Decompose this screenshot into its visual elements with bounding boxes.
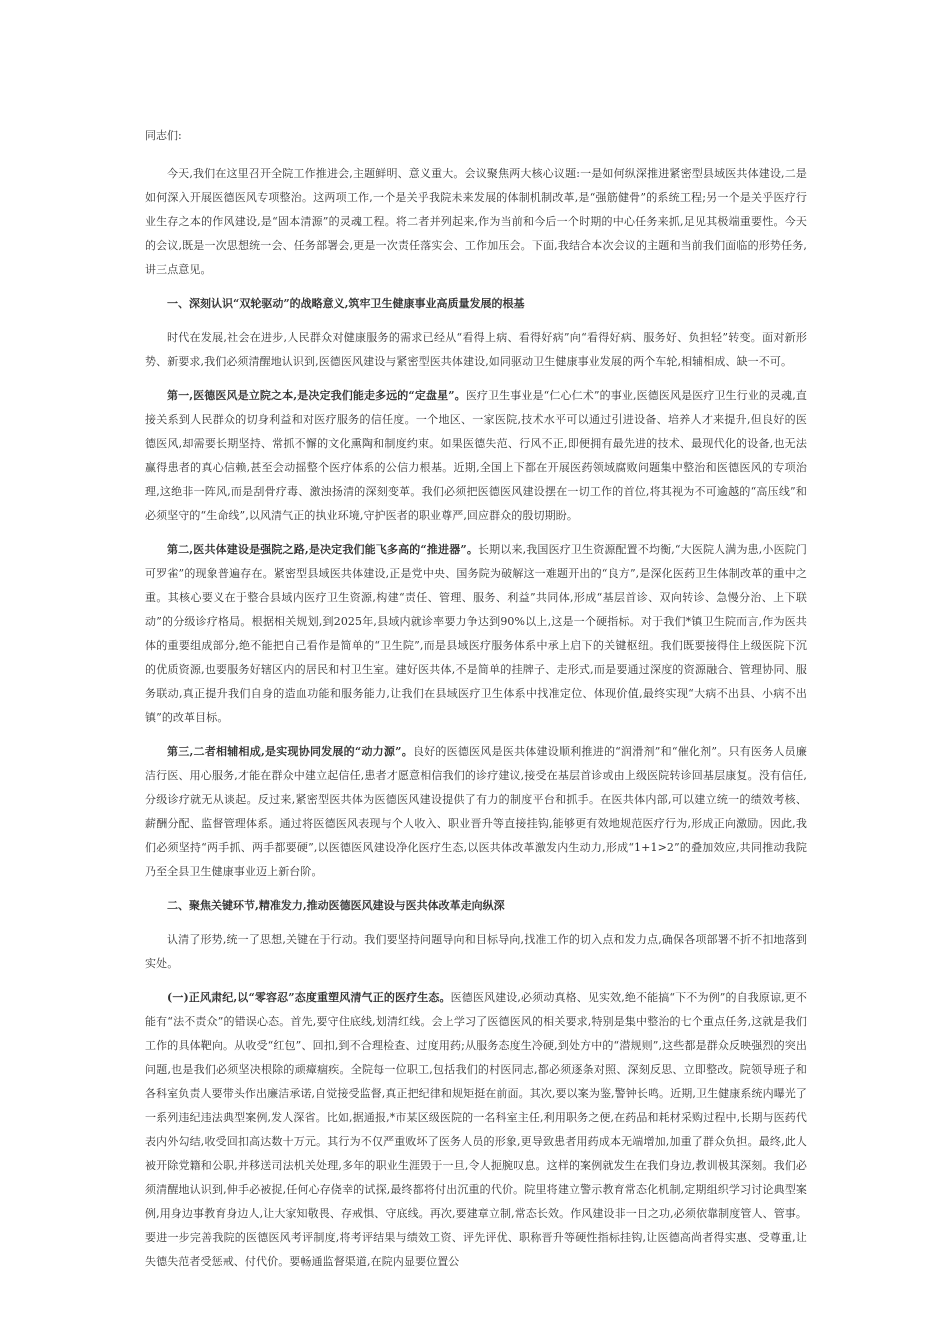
paragraph-lead: (一)正风肃纪,以“零容忍”态度重塑风清气正的医疗生态。 <box>167 991 451 1004</box>
paragraph-lead: 第一,医德医风是立院之本,是决定我们能走多远的“定盘星”。 <box>167 389 466 402</box>
paragraph-text: 时代在发展,社会在进步,人民群众对健康服务的需求已经从“看得上病、看得好病”向“看得好病、服务好、负担轻”转变。面对新形势、新要求,我们必须清醒地认识到,医德医风建设与紧密型医共体建设,如同驱动卫生健康事业发展的两个车轮,相辅相成、缺一不可。 <box>145 331 807 368</box>
paragraph-text: 医疗卫生事业是“仁心仁术”的事业,医德医风是医疗卫生行业的灵魂,直接关系到人民群众的切身利益和对医疗服务的信任度。一个地区、一家医院,技术水平可以通过引进设备、培养人才来提升,但良好的医德医风,却需要长期坚持、常抓不懈的文化熏陶和制度约束。如果医德失范、行风不正,即便拥有最先进的技术、最现代化的设备,也无法赢得患者的真心信赖,甚至会动摇整个医疗体系的公信力根基。近期,全国上下都在开展医药领域腐败问题集中整治和医德医风的专项治理,这绝非一阵风,而是刮骨疗毒、激浊扬清的深刻变革。我们必须把医德医风建设摆在一切工作的首位,将其视为不可逾越的“高压线”和必须坚守的“生命线”,以风清气正的执业环境,守护医者的职业尊严,回应群众的殷切期盼。 <box>145 389 807 522</box>
paragraph <box>145 326 807 374</box>
paragraph <box>145 384 807 528</box>
paragraph-text: 医德医风建设,必须动真格、见实效,绝不能搞“下不为例”的自我原谅,更不能有“法不责众”的错误心态。首先,要守住底线,划清红线。会上学习了医德医风的相关要求,特别是集中整治的七个重点任务,这就是我们工作的具体靶向。从收受“红包”、回扣,到不合理检查、过度用药;从服务态度生冷硬,到处方中的“潜规则”,这些都是群众反映强烈的突出问题,也是我们必须坚决根除的顽瘴痼疾。全院每一位职工,包括我们的村医同志,都必须逐条对照、深刻反思、立即整改。院领导班子和各科室负责人要带头作出廉洁承诺,自觉接受监督,真正把纪律和规矩挺在前面。其次,要以案为鉴,警钟长鸣。近期,卫生健康系统内曝光了一系列违纪违法典型案例,发人深省。比如,据通报,*市某区级医院的一名科室主任,利用职务之便,在药品和耗材采购过程中,长期与医药代表内外勾结,收受回扣高达数十万元。其行为不仅严重败坏了医务人员的形象,更导致患者用药成本无端增加,加重了群众负担。最终,此人被开除党籍和公职,并移送司法机关处理,多年的职业生涯毁于一旦,令人扼腕叹息。这样的案例就发生在我们身边,教训极其深刻。我们必须清醒地认识到,伸手必被捉,任何心存侥幸的试探,最终都将付出沉重的代价。院里将建立警示教育常态化机制,定期组织学习讨论典型案例,用身边事教育身边人,让大家知敬畏、存戒惧、守底线。再次,要建章立制,常态长效。作风建设非一日之功,必须依靠制度管人、管事。要进一步完善我院的医德医风考评制度,将考评结果与绩效工资、评先评优、职称晋升等硬性指标挂钩,让医德高尚者得实惠、受尊重,让失德失范者受惩戒、付代价。要畅通监督渠道,在院内显要位置公 <box>145 991 807 1268</box>
document-page <box>145 124 807 1284</box>
paragraph <box>145 928 807 976</box>
paragraph-text: 认清了形势,统一了思想,关键在于行动。我们要坚持问题导向和目标导向,找准工作的切入点和发力点,确保各项部署不折不扣地落到实处。 <box>145 933 807 970</box>
paragraph-lead: 第二,医共体建设是强院之路,是决定我们能飞多高的“推进器”。 <box>167 543 478 556</box>
greeting: 同志们: <box>145 129 182 142</box>
paragraph-text: 今天,我们在这里召开全院工作推进会,主题鲜明、意义重大。会议聚焦两大核心议题:一是如何纵深推进紧密型县域医共体建设,二是如何深入开展医德医风专项整治。这两项工作,一个是关乎我院未来发展的体制机制改革,是“强筋健骨”的系统工程;另一个是关乎医疗行业生存之本的作风建设,是“固本清源”的灵魂工程。将二者并列起来,作为当前和今后一个时期的中心任务来抓,足见其极端重要性。今天的会议,既是一次思想统一会、任务部署会,更是一次责任落实会、工作加压会。下面,我结合本次会议的主题和当前我们面临的形势任务,讲三点意见。 <box>145 167 807 276</box>
paragraph-text: 长期以来,我国医疗卫生资源配置不均衡,“大医院人满为患,小医院门可罗雀”的现象普遍存在。紧密型县域医共体建设,正是党中央、国务院为破解这一难题开出的“良方”,是深化医药卫生体制改革的重中之重。其核心要义在于整合县域内医疗卫生资源,构建“责任、管理、服务、利益”共同体,形成“基层首诊、双向转诊、急慢分治、上下联动”的分级诊疗格局。根据相关规划,到2025年,县域内就诊率要力争达到90%以上,这是一个硬指标。对于我们*镇卫生院而言,作为医共体的重要组成部分,绝不能把自己看作是简单的“卫生院”,而是县域医疗服务体系中承上启下的关键枢纽。我们既要接得住上级医院下沉的优质资源,也要服务好辖区内的居民和村卫生室。建好医共体,不是简单的挂牌子、走形式,而是要通过深度的资源融合、管理协同、服务联动,真正提升我们自身的造血功能和服务能力,让我们在县域医疗卫生体系中找准定位、体现价值,最终实现“大病不出县、小病不出镇”的改革目标。 <box>145 543 807 724</box>
section-heading-1: 一、深刻认识“双轮驱动”的战略意义,筑牢卫生健康事业高质量发展的根基 <box>167 297 525 310</box>
paragraph <box>145 986 807 1274</box>
section-heading-2: 二、聚焦关键环节,精准发力,推动医德医风建设与医共体改革走向纵深 <box>167 899 505 912</box>
paragraph-lead: 第三,二者相辅相成,是实现协同发展的“动力源”。 <box>167 745 413 758</box>
paragraph-text: 良好的医德医风是医共体建设顺利推进的“润滑剂”和“催化剂”。只有医务人员廉洁行医、用心服务,才能在群众中建立起信任,患者才愿意相信我们的诊疗建议,接受在基层首诊或由上级医院转诊回基层康复。没有信任,分级诊疗就无从谈起。反过来,紧密型医共体为医德医风建设提供了有力的制度平台和抓手。在医共体内部,可以建立统一的绩效考核、薪酬分配、监督管理体系。通过将医德医风表现与个人收入、职业晋升等直接挂钩,能够更有效地规范医疗行为,形成正向激励。因此,我们必须坚持“两手抓、两手都要硬”,以医德医风建设净化医疗生态,以医共体改革激发内生动力,形成“1+1>2”的叠加效应,共同推动我院乃至全县卫生健康事业迈上新台阶。 <box>145 745 807 878</box>
paragraph-intro <box>145 162 807 282</box>
paragraph <box>145 740 807 884</box>
paragraph <box>145 538 807 730</box>
